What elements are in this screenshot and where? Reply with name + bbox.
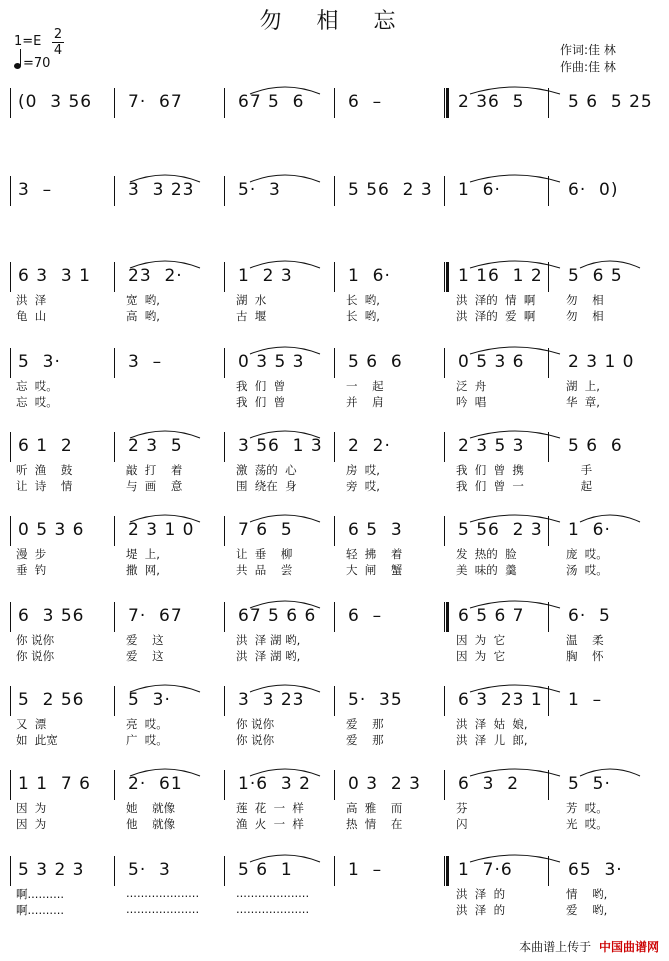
measure-notes: 5 3· xyxy=(128,690,171,710)
measure-notes: 5 6 6 xyxy=(568,436,623,456)
lyric-verse-1: 我 们 曾 xyxy=(236,379,286,393)
barline xyxy=(10,516,11,546)
barline xyxy=(334,262,335,292)
lyric-verse-1: 洪 泽 姑 娘, xyxy=(456,717,528,731)
barline xyxy=(10,262,11,292)
lyric-verse-1: 堤 上, xyxy=(126,547,160,561)
lyric-verse-2: 洪 泽 湖 哟, xyxy=(236,649,301,663)
barline xyxy=(444,348,445,378)
barline xyxy=(224,770,225,800)
measure-notes: 65 3· xyxy=(568,860,623,880)
measure-notes: 3 – xyxy=(128,352,163,372)
barline xyxy=(10,856,11,886)
measure-notes: 6 1 2 xyxy=(18,436,73,456)
lyric-verse-1: 庞 哎。 xyxy=(566,547,608,561)
measure-notes: 0 5 3 6 xyxy=(18,520,85,540)
lyric-verse-1: 因 为 xyxy=(16,801,47,815)
barline xyxy=(224,516,225,546)
measure-notes: 1 – xyxy=(568,690,603,710)
lyric-verse-2: 闪 xyxy=(456,817,468,831)
lyric-verse-1: 洪 泽 湖 哟, xyxy=(236,633,301,647)
lyric-verse-1: 泛 舟 xyxy=(456,379,487,393)
lyric-verse-2: 美 味的 羹 xyxy=(456,563,517,577)
lyric-verse-1: 让 垂 柳 xyxy=(236,547,293,561)
lyric-verse-2: 高 哟, xyxy=(126,309,160,323)
tempo-value: =70 xyxy=(23,56,51,71)
barline xyxy=(114,516,115,546)
measure-notes: 1 1 7 6 xyxy=(18,774,91,794)
lyric-verse-2: 龟 山 xyxy=(16,309,47,323)
measure-notes: 2 3 5 3 xyxy=(458,436,525,456)
measure-notes: 5 6 6 xyxy=(348,352,403,372)
measure-notes: 3 56 1 3 xyxy=(238,436,323,456)
measure-notes: 1 6· xyxy=(458,180,501,200)
lyric-verse-2: 洪 泽 的 xyxy=(456,903,506,917)
lyricist: 作词:佳 林 xyxy=(560,43,616,57)
measure-notes: 3 – xyxy=(18,180,53,200)
lyric-verse-1: 长 哟, xyxy=(346,293,380,307)
key-signature: 1=E xyxy=(14,34,42,49)
lyric-verse-2: 并 肩 xyxy=(346,395,384,409)
lyric-verse-1: 一 起 xyxy=(346,379,384,393)
measure-notes: 5 6 1 xyxy=(238,860,293,880)
barline xyxy=(548,432,549,462)
lyric-verse-2: 围 绕在 身 xyxy=(236,479,297,493)
measure-notes: 1 2 3 xyxy=(238,266,293,286)
barline xyxy=(548,516,549,546)
lyric-verse-1: 亮 哎。 xyxy=(126,717,168,731)
barline xyxy=(334,348,335,378)
barline xyxy=(444,262,449,292)
lyric-verse-1: 轻 拂 着 xyxy=(346,547,403,561)
lyric-verse-1: 高 雅 而 xyxy=(346,801,403,815)
barline xyxy=(224,348,225,378)
barline xyxy=(444,516,445,546)
lyric-verse-1: 敲 打 着 xyxy=(126,463,183,477)
measure-notes: 5· 35 xyxy=(348,690,403,710)
lyric-verse-1: 温 柔 xyxy=(566,633,604,647)
barline xyxy=(548,686,549,716)
lyric-verse-1: 漫 步 xyxy=(16,547,47,561)
measure-notes: 6 3 23 1 xyxy=(458,690,543,710)
site-logo: 中国曲谱网 xyxy=(598,940,659,954)
lyric-verse-1: 你 说你 xyxy=(236,717,275,731)
barline xyxy=(224,176,225,206)
barline xyxy=(334,770,335,800)
lyric-verse-2: 胸 怀 xyxy=(566,649,604,663)
lyric-verse-1: 莲 花 一 样 xyxy=(236,801,304,815)
lyric-verse-2: 因 为 xyxy=(16,817,47,831)
lyric-verse-2: 垂 钓 xyxy=(16,563,47,577)
measure-notes: 6 3 56 xyxy=(18,606,85,626)
lyric-verse-2: 如 此宽 xyxy=(16,733,58,747)
barline xyxy=(334,432,335,462)
lyric-verse-2: 光 哎。 xyxy=(566,817,608,831)
barline xyxy=(444,856,449,886)
measure-notes: 6 – xyxy=(348,606,383,626)
barline xyxy=(114,432,115,462)
lyric-verse-1: 又 漂 xyxy=(16,717,47,731)
barline xyxy=(444,432,445,462)
measure-notes: 6 5 3 xyxy=(348,520,403,540)
lyric-verse-1: .................... xyxy=(126,886,200,900)
quarter-note-icon xyxy=(14,63,21,69)
measure-notes: 5 6 5 25 xyxy=(568,92,653,112)
lyric-verse-1: 激 荡的 心 xyxy=(236,463,297,477)
barline xyxy=(224,856,225,886)
measure-notes: 67 5 6 xyxy=(238,92,305,112)
lyric-verse-1: 芬 xyxy=(456,801,468,815)
measure-notes: 2 3 5 xyxy=(128,436,183,456)
lyric-verse-1: 爱 这 xyxy=(126,633,164,647)
barline xyxy=(548,176,549,206)
lyric-verse-2: 我 们 曾 一 xyxy=(456,479,524,493)
barline xyxy=(444,602,449,632)
measure-notes: (0 3 56 xyxy=(18,92,93,112)
barline xyxy=(444,88,449,118)
measure-notes: 5 2 56 xyxy=(18,690,85,710)
measure-notes: 1 16 1 2 xyxy=(458,266,543,286)
barline xyxy=(114,602,115,632)
measure-notes: 6 – xyxy=(348,92,383,112)
lyric-verse-1: 洪 泽 的 xyxy=(456,887,506,901)
barline xyxy=(334,856,335,886)
footer-uploaded-label: 本曲谱上传于 xyxy=(519,940,592,954)
barline xyxy=(334,176,335,206)
barline xyxy=(114,176,115,206)
measure-notes: 1 6· xyxy=(348,266,391,286)
lyric-verse-2: 渔 火 一 样 xyxy=(236,817,304,831)
lyric-verse-1: 房 哎, xyxy=(346,463,380,477)
barline xyxy=(334,516,335,546)
barline xyxy=(10,686,11,716)
measure-notes: 2 2· xyxy=(348,436,391,456)
lyric-verse-2: 洪 泽 儿 郎, xyxy=(456,733,528,747)
barline xyxy=(10,432,11,462)
measure-notes: 23 2· xyxy=(128,266,183,286)
barline xyxy=(10,176,11,206)
page-title: 勿 相 忘 xyxy=(259,9,410,34)
measure-notes: 1·6 3 2 xyxy=(238,774,311,794)
lyric-verse-2: 古 堰 xyxy=(236,309,267,323)
lyric-verse-2: 吟 唱 xyxy=(456,395,487,409)
lyric-verse-2: 让 诗 情 xyxy=(16,479,73,493)
barline xyxy=(334,602,335,632)
barline xyxy=(224,686,225,716)
measure-notes: 6· 0) xyxy=(568,180,619,200)
lyric-verse-1: 因 为 它 xyxy=(456,633,506,647)
barline xyxy=(548,88,549,118)
lyric-verse-1: 我 们 曾 携 xyxy=(456,463,524,477)
lyric-verse-2: 忘 哎。 xyxy=(16,395,58,409)
lyric-verse-2: 长 哟, xyxy=(346,309,380,323)
lyric-verse-1: 她 就像 xyxy=(126,801,176,815)
measure-notes: 5 5· xyxy=(568,774,611,794)
measure-notes: 2· 61 xyxy=(128,774,183,794)
barline xyxy=(10,770,11,800)
time-signature xyxy=(52,28,64,57)
lyric-verse-2: 热 情 在 xyxy=(346,817,403,831)
lyric-verse-1: 发 热的 脸 xyxy=(456,547,517,561)
measure-notes: 5· 3 xyxy=(238,180,281,200)
measure-notes: 6 3 3 1 xyxy=(18,266,91,286)
barline xyxy=(10,602,11,632)
measure-notes: 6 5 6 7 xyxy=(458,606,525,626)
lyric-verse-2: 爱 那 xyxy=(346,733,384,747)
barline xyxy=(10,88,11,118)
barline xyxy=(224,88,225,118)
barline xyxy=(114,262,115,292)
footer xyxy=(519,938,659,955)
measure-notes: 5· 3 xyxy=(128,860,171,880)
barline xyxy=(224,602,225,632)
measure-notes: 1 7·6 xyxy=(458,860,513,880)
lyric-verse-1: .................... xyxy=(236,886,310,900)
lyric-verse-1: 情 哟, xyxy=(566,887,608,901)
lyric-verse-2: 爱 这 xyxy=(126,649,164,663)
lyric-verse-1: 湖 水 xyxy=(236,293,267,307)
lyric-verse-1: 芳 哎。 xyxy=(566,801,608,815)
lyric-verse-2: 爱 哟, xyxy=(566,903,608,917)
lyric-verse-2: 勿 相 xyxy=(566,309,604,323)
measure-notes: 7 6 5 xyxy=(238,520,293,540)
lyric-verse-1: 手 xyxy=(566,463,593,477)
measure-notes: 0 3 2 3 xyxy=(348,774,421,794)
barline xyxy=(548,262,549,292)
lyric-verse-2: 汤 哎。 xyxy=(566,563,608,577)
lyric-verse-1: 宽 哟, xyxy=(126,293,160,307)
time-signature-top: 2 xyxy=(53,27,63,42)
lyric-verse-1: 听 渔 鼓 xyxy=(16,463,73,477)
lyric-verse-1: 爱 那 xyxy=(346,717,384,731)
barline xyxy=(548,856,549,886)
barline xyxy=(444,176,445,206)
lyric-verse-1: 洪 泽的 情 啊 xyxy=(456,293,536,307)
lyric-verse-2: 广 哎。 xyxy=(126,733,168,747)
lyric-verse-2: 共 品 尝 xyxy=(236,563,293,577)
measure-notes: 2 3 1 0 xyxy=(568,352,635,372)
lyric-verse-2: 大 闸 蟹 xyxy=(346,563,403,577)
measure-notes: 7· 67 xyxy=(128,92,183,112)
lyric-verse-1: 忘 哎。 xyxy=(16,379,58,393)
lyric-verse-1: 啊.......... xyxy=(16,887,65,901)
barline xyxy=(114,856,115,886)
measure-notes: 0 3 5 3 xyxy=(238,352,305,372)
lyric-verse-1: 勿 相 xyxy=(566,293,604,307)
measure-notes: 6· 5 xyxy=(568,606,611,626)
barline xyxy=(334,88,335,118)
barline xyxy=(114,770,115,800)
lyric-verse-2: 你 说你 xyxy=(236,733,275,747)
lyric-verse-2: 华 章, xyxy=(566,395,600,409)
measure-notes: 7· 67 xyxy=(128,606,183,626)
lyric-verse-2: 他 就像 xyxy=(126,817,176,831)
measure-notes: 5 6 5 xyxy=(568,266,623,286)
lyric-verse-2: 旁 哎, xyxy=(346,479,380,493)
lyric-verse-2: 啊.......... xyxy=(16,903,65,917)
lyric-verse-2: .................... xyxy=(126,902,200,916)
barline xyxy=(334,686,335,716)
measure-notes: 2 36 5 xyxy=(458,92,525,112)
measure-notes: 67 5 6 6 xyxy=(238,606,317,626)
barline xyxy=(10,348,11,378)
lyric-verse-2: 起 xyxy=(566,479,593,493)
barline xyxy=(114,686,115,716)
measure-notes: 2 3 1 0 xyxy=(128,520,195,540)
barline xyxy=(548,602,549,632)
barline xyxy=(444,686,445,716)
lyric-verse-2: 与 画 意 xyxy=(126,479,183,493)
barline xyxy=(548,770,549,800)
measure-notes: 5 56 2 3 xyxy=(458,520,543,540)
lyric-verse-1: 洪 泽 xyxy=(16,293,47,307)
barline xyxy=(114,348,115,378)
lyric-verse-2: .................... xyxy=(236,902,310,916)
lyric-verse-1: 你 说你 xyxy=(16,633,55,647)
composer: 作曲:佳 林 xyxy=(560,60,616,74)
barline xyxy=(114,88,115,118)
lyric-verse-2: 我 们 曾 xyxy=(236,395,286,409)
measure-notes: 0 5 3 6 xyxy=(458,352,525,372)
measure-notes: 3 3 23 xyxy=(128,180,195,200)
time-signature-bottom: 4 xyxy=(53,43,63,58)
barline xyxy=(444,770,445,800)
barline xyxy=(548,348,549,378)
lyric-verse-1: 湖 上, xyxy=(566,379,600,393)
lyric-verse-2: 洪 泽的 爱 啊 xyxy=(456,309,536,323)
measure-notes: 1 6· xyxy=(568,520,611,540)
lyric-verse-2: 因 为 它 xyxy=(456,649,506,663)
lyric-verse-2: 撒 网, xyxy=(126,563,160,577)
measure-notes: 1 – xyxy=(348,860,383,880)
measure-notes: 5 3· xyxy=(18,352,61,372)
measure-notes: 3 3 23 xyxy=(238,690,305,710)
lyric-verse-2: 你 说你 xyxy=(16,649,55,663)
barline xyxy=(224,262,225,292)
tempo-marking xyxy=(14,56,50,71)
barline xyxy=(224,432,225,462)
measure-notes: 5 3 2 3 xyxy=(18,860,85,880)
measure-notes: 5 56 2 3 xyxy=(348,180,433,200)
measure-notes: 6 3 2 xyxy=(458,774,520,794)
credits xyxy=(560,42,616,76)
